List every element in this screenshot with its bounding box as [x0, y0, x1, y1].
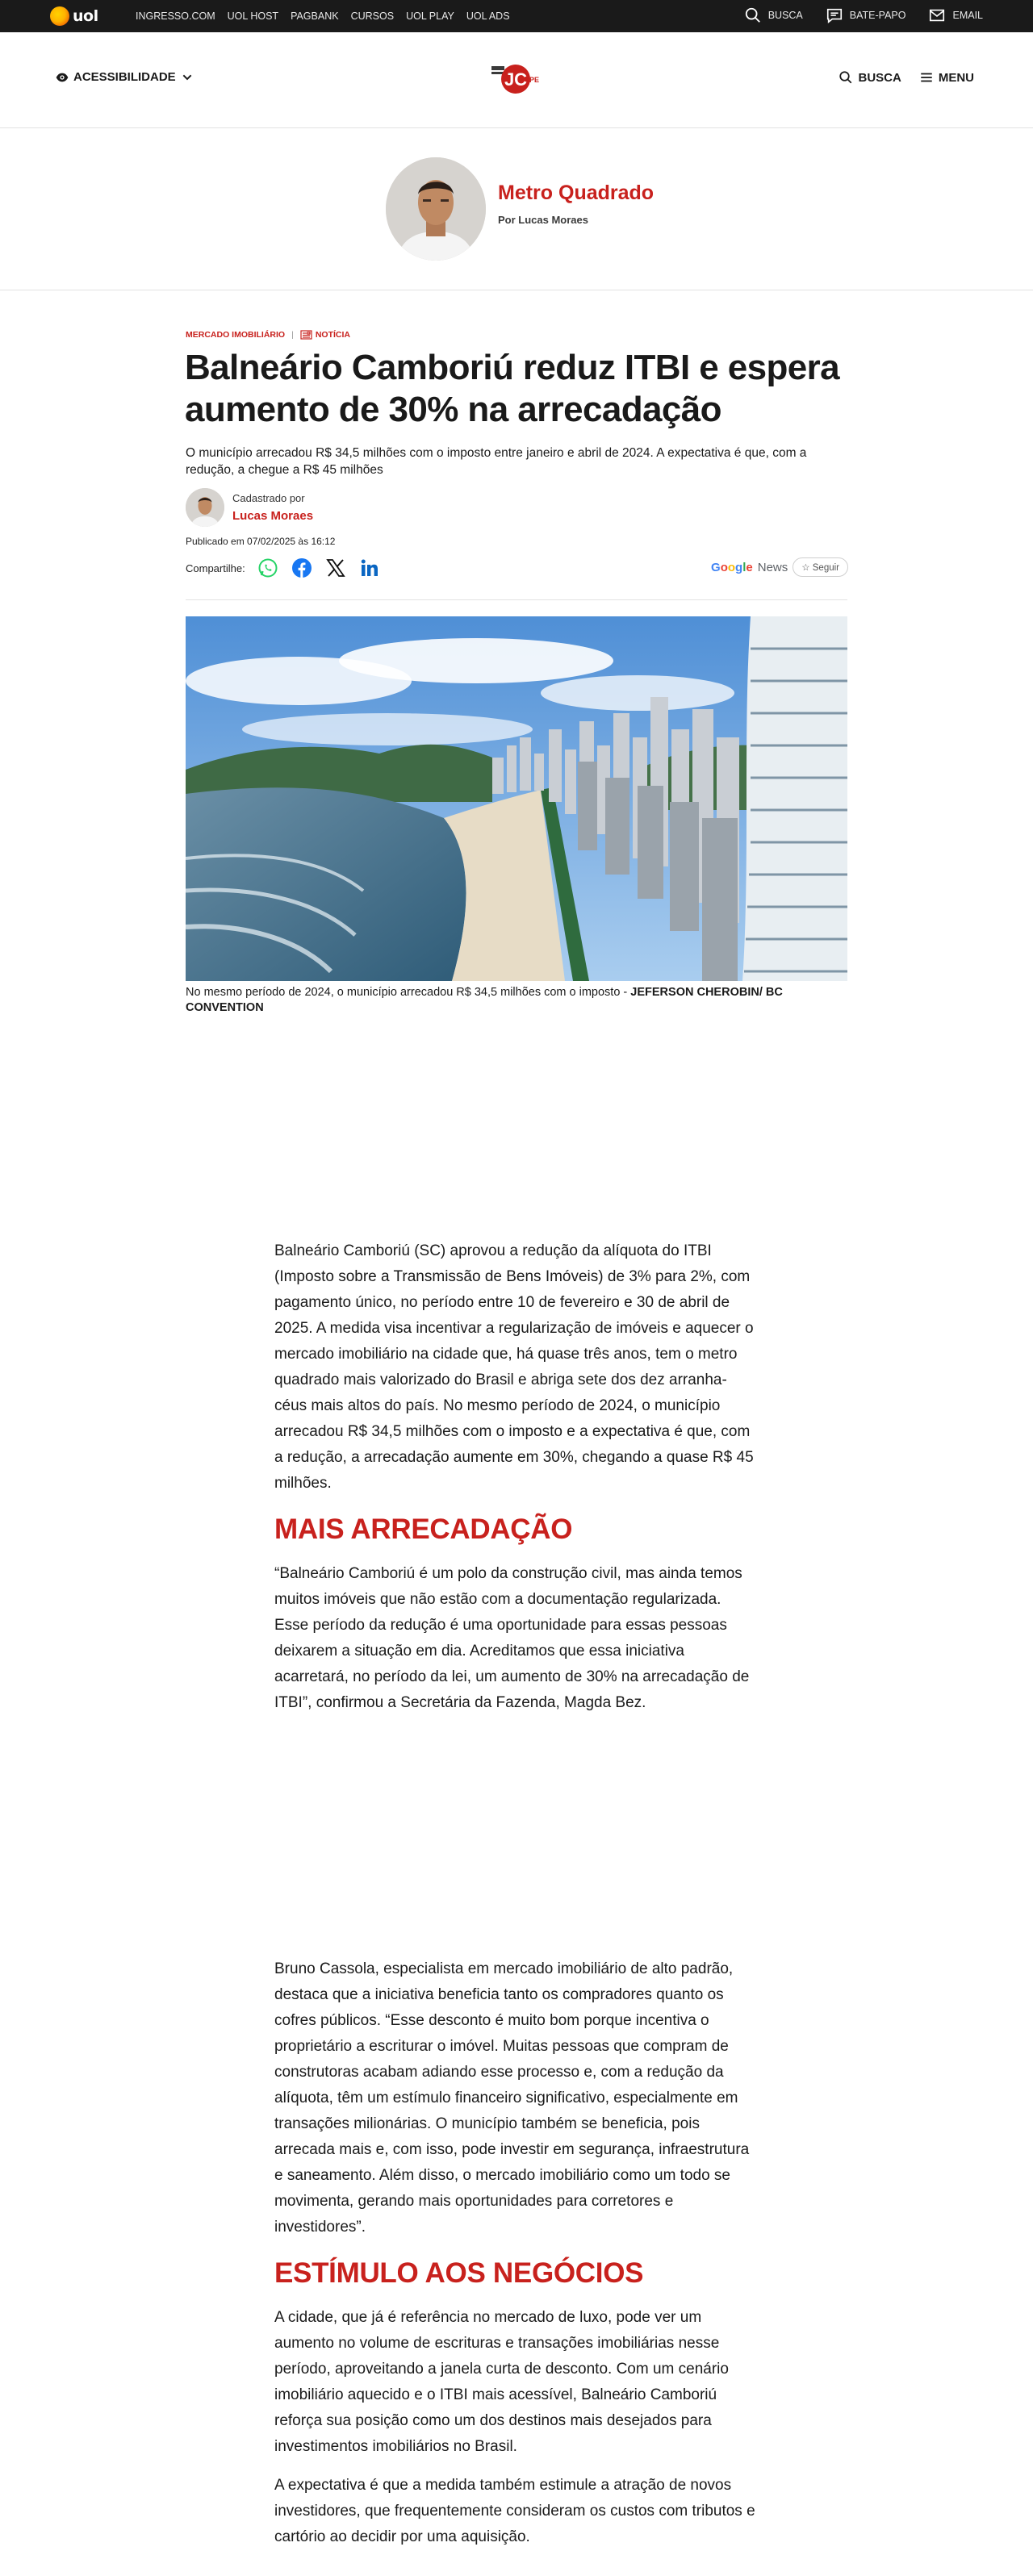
column-title[interactable]: Metro Quadrado: [498, 182, 655, 204]
body-paragraph-3: Bruno Cassola, especialista em mercado imobiliário de alto padrão, destaca que a iniciativa beneficia tanto os compradores quanto os cofres públicos. “Esse desconto é muito bom porque incentiva o proprietário a escriturar o imóvel. Muitas pessoas que compram de construtoras acabam adiando esse processo e, com a redução da alíquota, têm um estímulo financeiro significativo, especialmente em transações milionárias. O município também se beneficia, pois arrecada mais e, com isso, pode investir em segurança, infraestrutura e saneamento. Além disso, o mercado imobiliário como um todo se movimenta, gerando mais oportunidades para corretores e investidores”.: [274, 1960, 750, 2236]
share-label: Compartilhe:: [186, 562, 245, 574]
uol-links: [136, 10, 510, 22]
uol-link-cursos[interactable]: CURSOS: [350, 10, 395, 22]
mail-icon: [928, 6, 946, 24]
google-news-label: News: [757, 560, 788, 574]
facebook-icon: [291, 557, 312, 578]
facebook-share-button[interactable]: [291, 557, 313, 579]
linkedin-icon: [360, 558, 379, 578]
columnist-avatar[interactable]: [386, 157, 486, 261]
header-right-tools: [839, 70, 974, 85]
divider: [186, 599, 847, 600]
meta-separator: |: [291, 330, 294, 340]
uol-chat-button[interactable]: [826, 6, 906, 24]
x-share-button[interactable]: [324, 557, 347, 579]
author-box: [186, 488, 313, 527]
author-info: [232, 492, 313, 523]
accessibility-label: ACESSIBILIDADE: [73, 70, 176, 84]
google-news-follow: [711, 557, 848, 577]
uol-chat-label: BATE-PAPO: [849, 10, 906, 21]
category-link[interactable]: MERCADO IMOBILIÁRIO: [186, 330, 286, 340]
jc-logo-text: JC: [504, 69, 528, 90]
uol-right-tools: [744, 6, 983, 24]
author-avatar[interactable]: [186, 488, 224, 527]
menu-label: MENU: [938, 70, 974, 85]
beach-city-photo: [186, 616, 847, 981]
eye-icon: [56, 71, 69, 84]
whatsapp-icon: [257, 557, 278, 578]
jc-logo[interactable]: [488, 61, 543, 97]
body-paragraph-2: “Balneário Camboriú é um polo da construção civil, mas ainda temos muitos imóveis que não estão com a documentação regularizada. Esse período da redução é uma oportunidade para essas pessoas deixarem a situação em dia. Acreditamos que essa iniciativa acarretará, no período da lei, um aumento de 30% na arrecadação de ITBI”, confirmou a Secretária da Fazenda, Magda Bez.: [274, 1565, 750, 1711]
article-type-label: NOTÍCIA: [315, 330, 350, 340]
accessibility-menu[interactable]: [56, 70, 194, 84]
search-button[interactable]: [839, 70, 901, 85]
x-icon: [326, 558, 345, 578]
hero-image: [186, 616, 847, 981]
columnist-photo: [386, 157, 486, 261]
author-name[interactable]: Lucas Moraes: [232, 509, 314, 523]
uol-top-bar: [0, 0, 1033, 32]
google-news-logo: Google: [711, 560, 753, 574]
follow-button[interactable]: ☆ Seguir: [793, 557, 848, 577]
uol-link-uol-ads[interactable]: UOL ADS: [466, 10, 510, 22]
search-icon: [839, 70, 853, 85]
search-icon: [744, 6, 762, 24]
newspaper-icon: [300, 330, 312, 340]
body-paragraph-4: A cidade, que já é referência no mercado de luxo, pode ver um aumento no volume de escrituras e transações imobiliárias nesse período, aproveitando a janela curta de desconto. Com um cenário imobiliário aquecido e o ITBI mais acessível, Balneário Camboriú reforça sua posição como um dos destinos mais desejados para investimentos imobiliários no Brasil.: [274, 2309, 729, 2455]
uol-search-label: BUSCA: [767, 10, 803, 21]
site-header: [0, 32, 1033, 128]
column-byline: Por Lucas Moraes: [498, 214, 588, 226]
uol-link-uol-host[interactable]: UOL HOST: [227, 10, 279, 22]
chat-icon: [826, 6, 843, 24]
section-heading-mais-arrecadacao: MAIS ARRECADAÇÃO: [274, 1513, 573, 1545]
uol-email-label: EMAIL: [952, 10, 983, 21]
article-type: [300, 330, 350, 340]
column-header: [0, 128, 1033, 290]
uol-link-uol-play[interactable]: UOL PLAY: [406, 10, 454, 22]
jc-logo-suffix: PE: [529, 76, 540, 84]
share-bar: [186, 557, 381, 579]
body-paragraph-1: Balneário Camboriú (SC) aprovou a redução da alíquota do ITBI (Imposto sobre a Transmissão de Bens Imóveis) de 3% para 2%, com pagamento único, no período entre 10 de fevereiro e 30 de abril de 2025. A medida visa incentivar a regularização de imóveis e aquecer o mercado imobiliário na cidade que, há quase três anos, tem o metro quadrado mais valorizado do Brasil e abriga sete dos dez arranha-céus mais altos do país. No mesmo período de 2024, o município arrecadou R$ 34,5 milhões com o imposto e a expectativa é que, com a redução, a arrecadação aumente em 30%, chegando a quase R$ 45 milhões.: [274, 1242, 754, 1492]
linkedin-share-button[interactable]: [358, 557, 381, 579]
uol-search-button[interactable]: [744, 6, 803, 24]
image-caption: [186, 985, 847, 1016]
author-photo: [186, 488, 224, 527]
section-heading-estimulo-aos-negocios: ESTÍMULO AOS NEGÓCIOS: [274, 2257, 644, 2289]
uol-logo-text: uol: [73, 7, 98, 25]
caption-text: No mesmo período de 2024, o município arrecadou R$ 34,5 milhões com o imposto -: [186, 986, 631, 999]
uol-link-pagbank[interactable]: PAGBANK: [291, 10, 339, 22]
uol-logo[interactable]: [50, 6, 98, 26]
menu-button[interactable]: [919, 70, 974, 85]
body-paragraph-5: A expectativa é que a medida também estimule a atração de novos investidores, que frequentemente consideram os custos com tributos e cartório ao decidir por uma aquisição.: [274, 2477, 755, 2545]
article-subtitle: O município arrecadou R$ 34,5 milhões com o imposto entre janeiro e abril de 2024. A expectativa é que, com a redução, a chegue a R$ 45 milhões: [186, 446, 807, 477]
article-title: Balneário Camboriú reduz ITBI e espera aumento de 30% na arrecadação: [185, 348, 839, 429]
uol-email-button[interactable]: [928, 6, 983, 24]
uol-link-ingresso[interactable]: INGRESSO.COM: [136, 10, 215, 22]
caption-credit: JEFERSON CHEROBIN/ BC CONVENTION: [186, 986, 783, 1014]
uol-logo-mark: [50, 6, 69, 26]
hamburger-icon: [919, 70, 934, 85]
chevron-down-icon: [181, 71, 194, 84]
article-meta: [186, 330, 350, 340]
whatsapp-share-button[interactable]: [257, 557, 279, 579]
author-label: Cadastrado por: [232, 492, 305, 504]
publish-date: Publicado em 07/02/2025 às 16:12: [186, 536, 336, 547]
search-label: BUSCA: [858, 70, 901, 85]
